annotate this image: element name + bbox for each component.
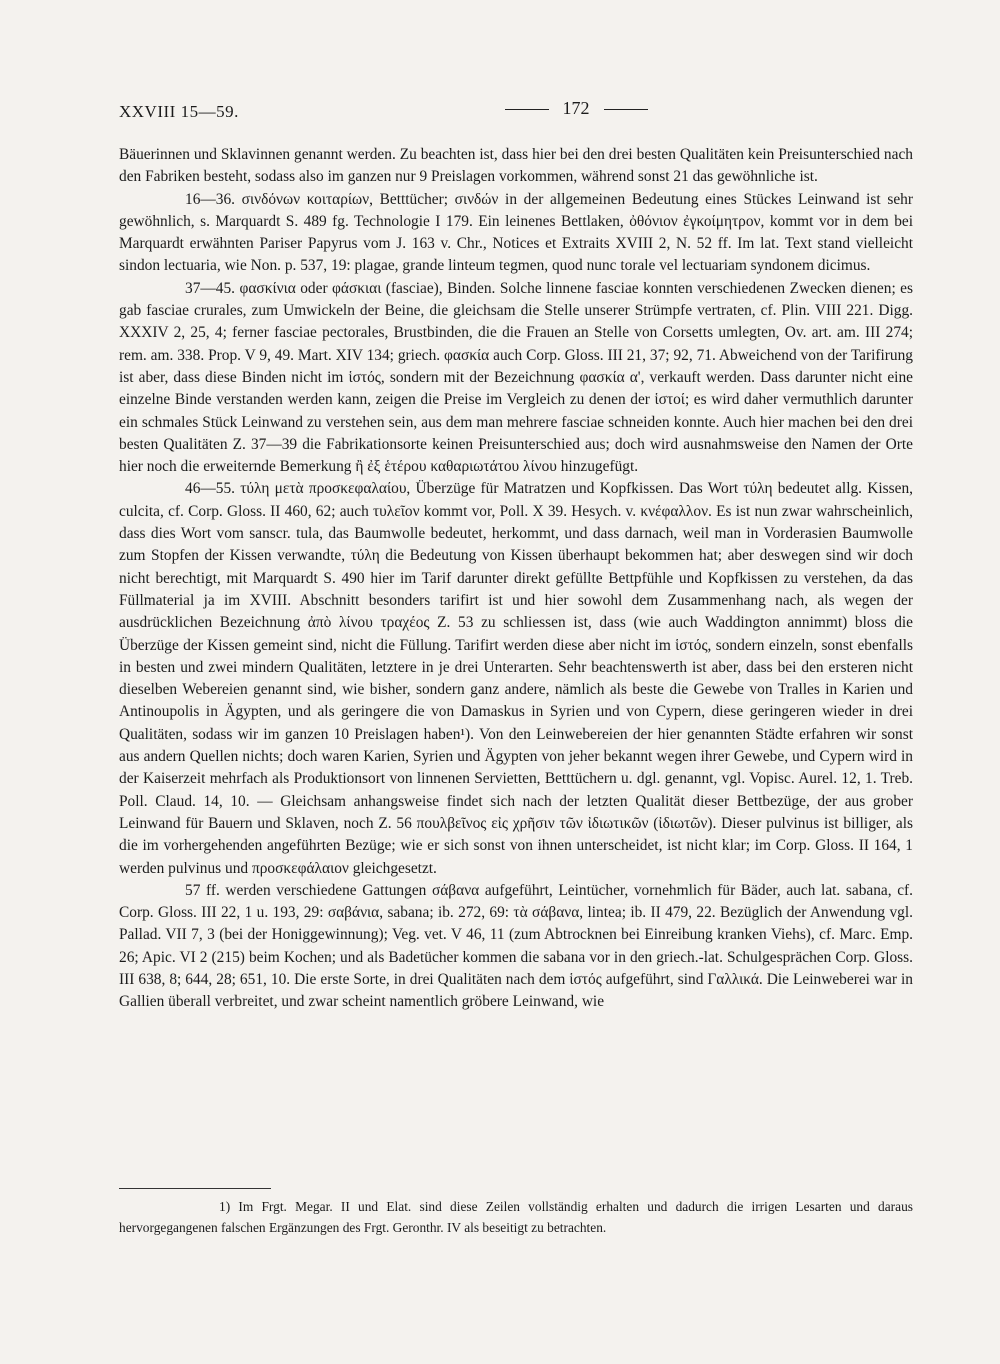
paragraph-lines-46-55: 46—55. τύλη μετὰ προσκεφαλαίου, Überzüge für Matratzen und Kopfkissen. Das Wort τύλη bedeutet allg. Kissen, culcita, cf. Corp. Gloss. II 460, 62; auch τυλεῖον kommt vor, Poll. X 39. Hesych. v. κνέφαλλον. Es ist nun zwar wahrscheinlich, dass dies Wort vom sanscr. tula, das Baumwolle bedeutet, herkommt, und dass darnach, weil man in Vorderasien Baumwolle zum Stopfen der Kissen verwandte, τύλη die Bedeutung von Kissen überhaupt bekommen hat; aber deswegen sind wir doch nicht berechtigt, mit Marquardt S. 490 hier im Tarif darunter direkt gefüllte Bettpfühle und Kopfkissen zu verstehen, da das Füllmaterial ja im XVIII. Abschnitt besonders tarifirt ist und hier sowohl dem Zusammenhang nach, als wegen der ausdrücklichen Bezeichnung ἀπὸ λίνου τραχέος Z. 53 zu schliessen ist, dass (wie auch Waddington annimmt) bloss die Überzüge der Kissen gemeint sind, nicht die Füllung. Tarifirt werden diese aber nicht im ἱστός, sondern einzeln, sonst ebenfalls in besten und zwei mindern Qualitäten, letztere in je drei Unterarten. Sehr beachtenswerth ist aber, dass bei den ersteren nicht dieselben Webereien genannt sind, wie bisher, sondern ganz andere, nämlich als beste die Gewebe von Tralles in Karien und Antinoupolis in Ägypten, und als geringere die von Damaskus in Syrien und von Cypern, diese geringeren wieder in drei Qualitäten, sodass wir im ganzen 10 Preislagen haben¹). Von den Leinwebereien der hier genannten Städte erfahren wir sonst aus andern Quellen nichts; doch waren Karien, Syrien und Ägypten von jeher bekannt wegen ihrer Gewebe, und Cypern wird in der Kaiserzeit mehrfach als Produktionsort von linnenen Servietten, Betttüchern u. dgl. genannt, vgl. Vopisc. Aurel. 12, 1. Treb. Poll. Claud. 14, 10. — Gleichsam anhangsweise findet sich nach der letzten Qualität dieser Bettbezüge, der aus grober Leinwand für Bauern und Sklaven, noch Z. 56 πουλβεῖνος εἰς χρῆσιν τῶν ἰδιωτικῶν (ἰδιωτῶν). Dieser pulvinus ist billiger, als die im vorhergehenden angeführten Bezüge; wie er sich sonst von ihnen unterscheidet, ist nicht klar; im Corp. Gloss. II 164, 1 werden pulvinus und προσκεφάλαιον gleichgesetzt. (119, 480, 913, 877)
page-header (119, 98, 919, 130)
body-text (119, 144, 913, 1014)
page-number: 172 (562, 98, 590, 118)
paragraph-lines-57ff: 57 ff. werden verschiedene Gattungen σάβανα aufgeführt, Leintücher, vornehmlich für Bäder, auch lat. sabana, cf. Corp. Gloss. III 22, 1 u. 193, 29: σαβάνια, sabana; ib. 272, 69: τὰ σάβανα, lintea; ib. II 479, 22. Bezüglich der Anwendung vgl. Pallad. VII 7, 3 (bei der Honiggewinnung); Veg. vet. V 46, 11 (zum Abtrocknen bei Einreibung kranken Viehs), cf. Marc. Emp. 26; Apic. VI 2 (215) beim Kochen; und als Badetücher kommen die sabana vor in den griech.-lat. Schulgesprächen Corp. Gloss. III 638, 8; 644, 28; 651, 10. Die erste Sorte, in drei Qualitäten nach dem ἱστός aufgeführt, sind Γαλλικά. Die Leinweberei war in Gallien überall verbreitet, und zwar scheint namentlich gröbere Leinwand, wie (119, 881, 913, 1011)
page-number-group (456, 98, 696, 119)
paragraph-continuation: Bäuerinnen und Sklavinnen genannt werden. Zu beachten ist, dass hier bei den drei besten Qualitäten kein Preisunterschied nach den Fabriken besteht, sodass also im ganzen nur 9 Preislagen vorkommen, während sonst 21 das gewöhnliche ist. (119, 146, 913, 186)
footnote-divider (119, 1188, 271, 1189)
paragraph-lines-37-45: 37—45. φασκίνια oder φάσκιαι (fasciae), Binden. Solche linnene fasciae konnten verschiedenen Zwecken dienen; es gab fasciae crurales, zum Umwickeln der Beine, die gleichsam die Stelle unserer Strümpfe vertraten, cf. Plin. VIII 221. Digg. XXXIV 2, 25, 4; ferner fasciae pectorales, Brustbinden, die die Frauen an Stelle von Corsetts umlegten, Ov. art. am. III 274; rem. am. 338. Prop. V 9, 49. Mart. XIV 134; griech. φασκία auch Corp. Gloss. III 21, 37; 92, 71. Abweichend von der Tarifirung ist aber, dass diese Binden nicht im ἱστός, sondern mit der Bezeichnung φασκία α', verkauft werden. Dass darunter nicht eine einzelne Binde verstanden werden kann, zeigen die Preise im Vergleich zu denen der ἱστοί; es wird daher vermuthlich darunter ein schmales Stück Leinwand zu verstehen sein, aus dem man mehrere fasciae schneiden konnte. Auch hier machen bei den drei besten Qualitäten Z. 37—39 die Fabrikationsorte keinen Preisunterschied aus; doch wird ausnahmsweise den Namen der Orte hier noch die erweiternde Bemerkung ἢ ἐξ ἑτέρου καθαριωτάτου λίνου hinzugefügt. (119, 279, 913, 476)
dash-left (505, 109, 549, 110)
dash-right (604, 109, 648, 110)
paragraph-lines-16-36: 16—36. σινδόνων κοιταρίων, Betttücher; σινδών in der allgemeinen Bedeutung eines Stückes Leinwand ist sehr gewöhnlich, s. Marquardt S. 489 fg. Technologie I 179. Ein leinenes Bettlaken, ὀθόνιον ἐγκοίμητρον, kommt vor in dem bei Marquardt erwähnten Pariser Papyrus vom J. 163 v. Chr., Notices et Extraits XVIII 2, N. 52 ff. Im lat. Text stand vielleicht sindon lectuaria, wie Non. p. 537, 19: plagae, grande linteum tegmen, quod nunc torale vel lectuariam syndonem dicimus. (119, 190, 913, 275)
section-reference: XXVIII 15—59. (119, 102, 239, 121)
footnote: 1) Im Frgt. Megar. II und Elat. sind diese Zeilen vollständig erhalten und dadurch die irrigen Lesarten und daraus hervorgegangenen falschen Ergänzungen des Frgt. Geronthr. IV als beseitigt zu betrachten. (119, 1199, 913, 1235)
